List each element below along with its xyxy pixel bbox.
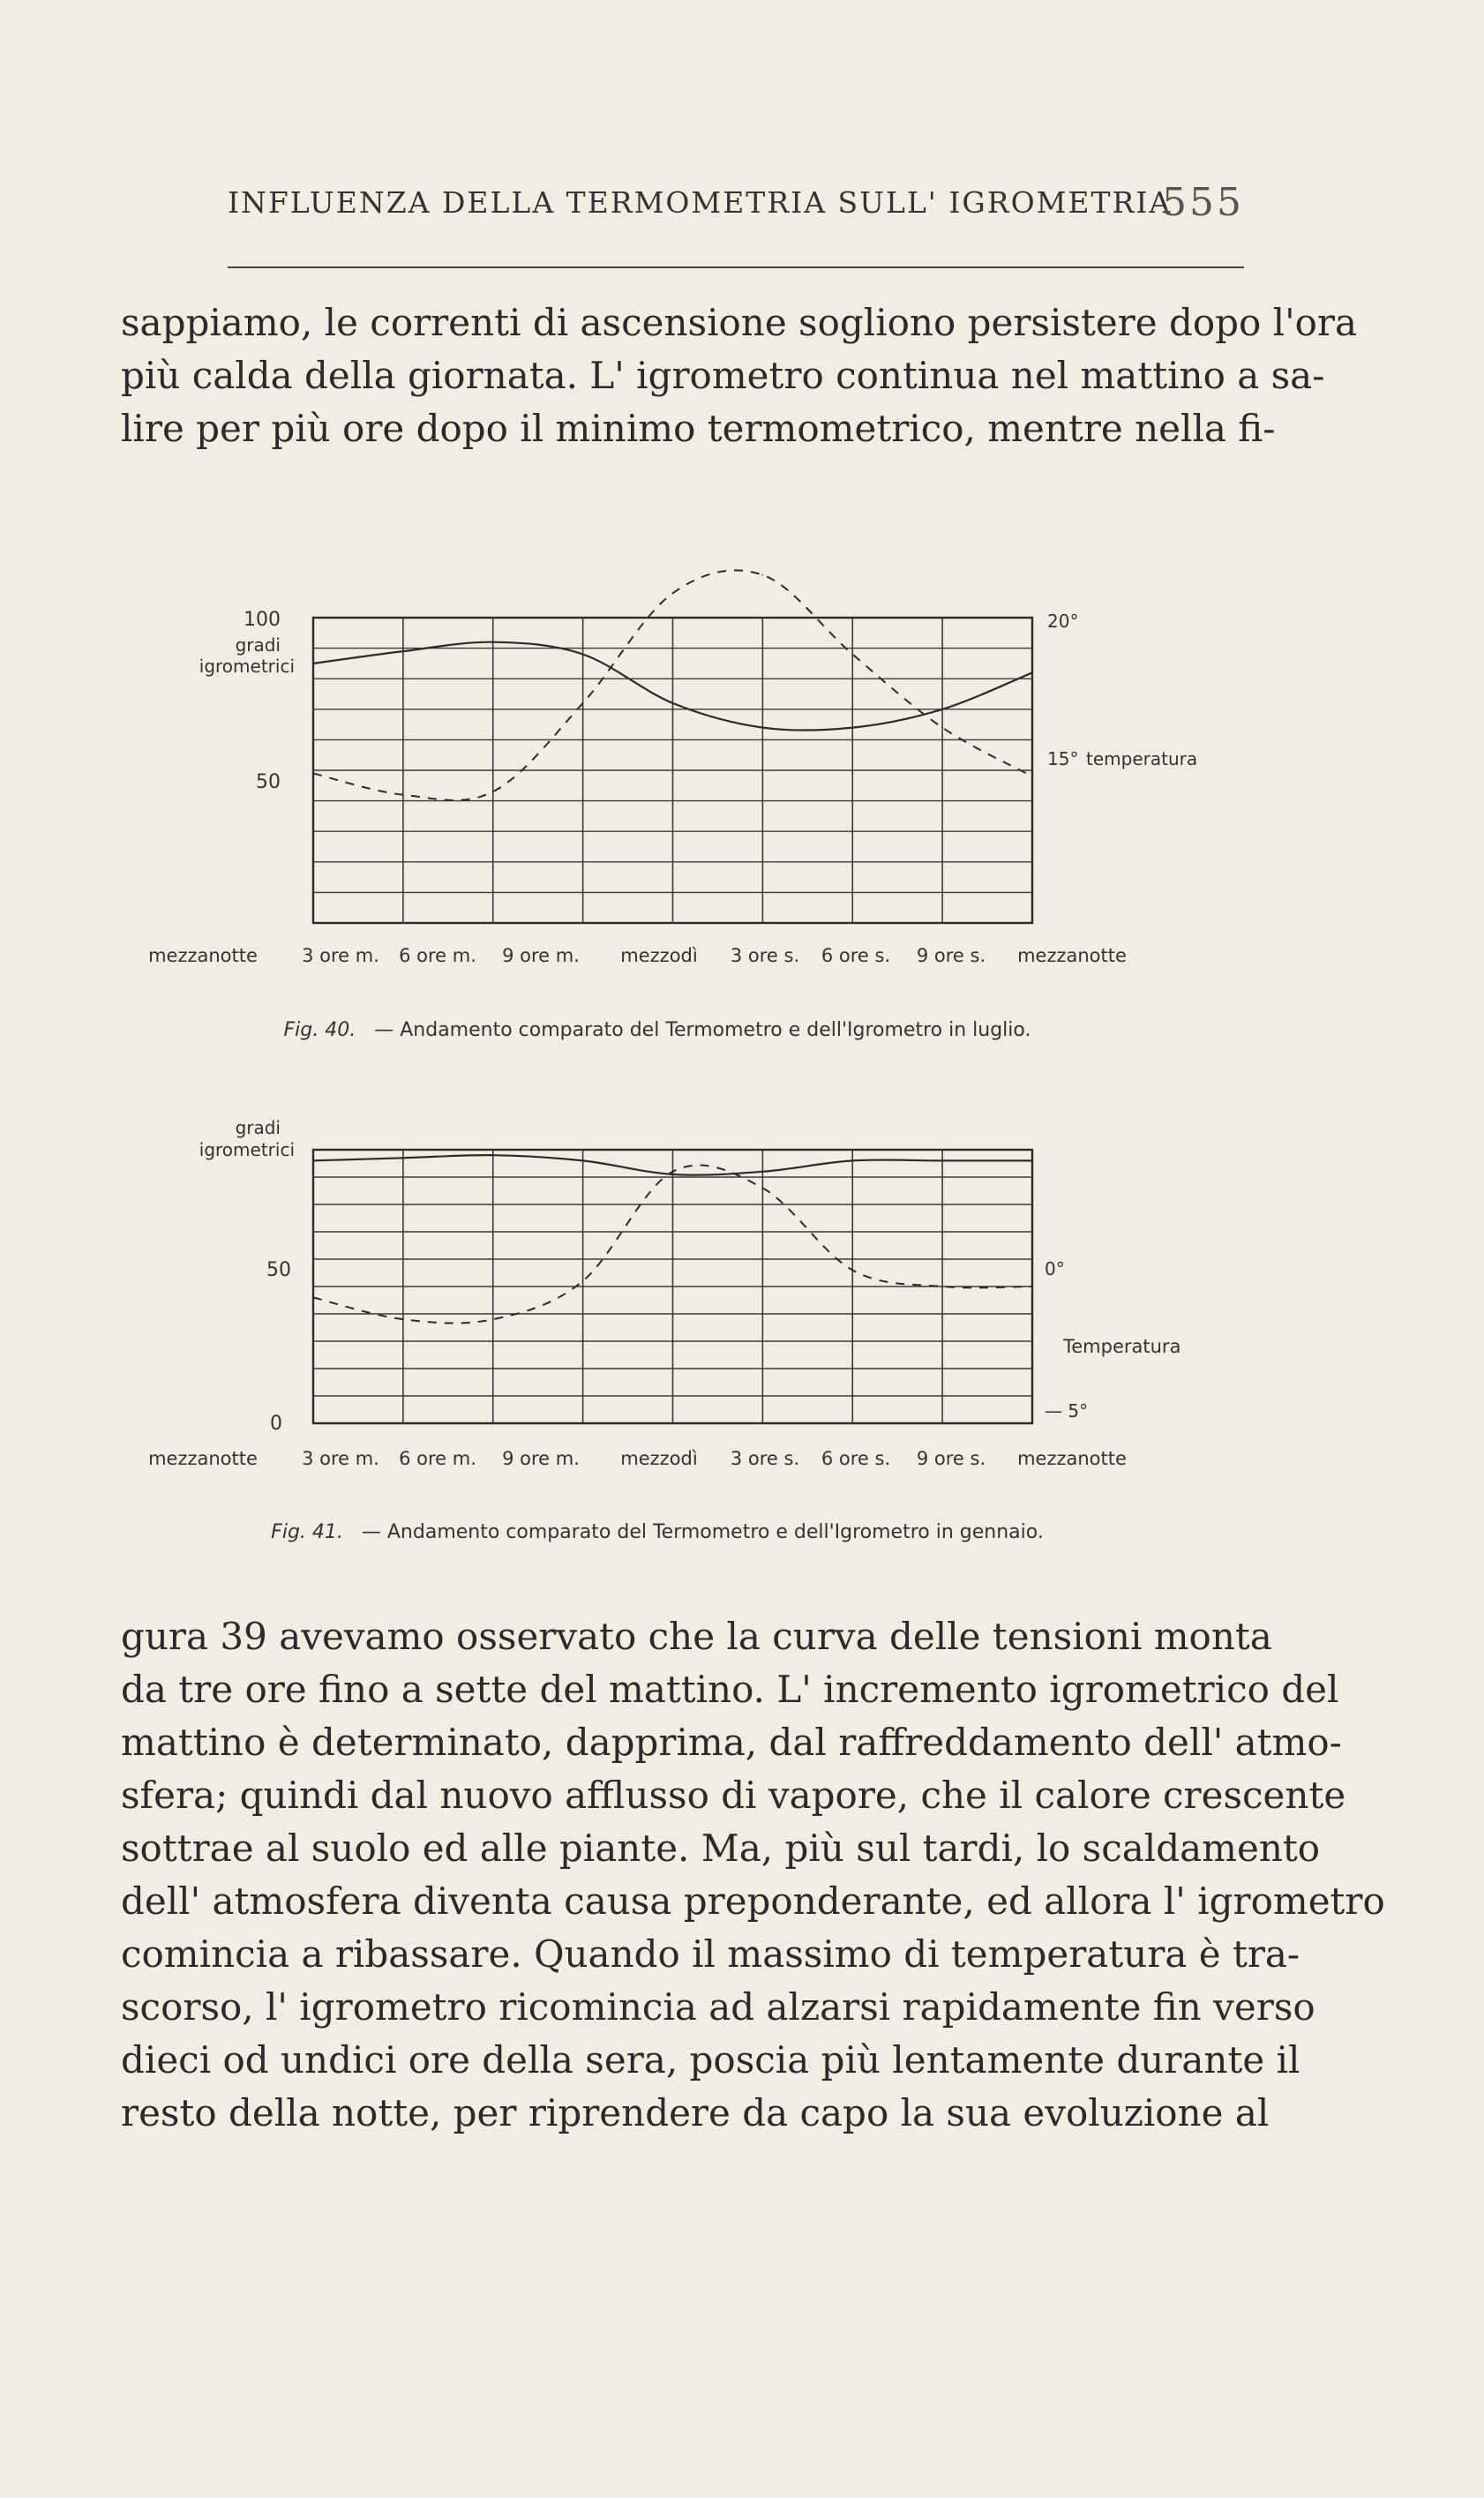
x-tick-label: mezzodì (620, 1448, 698, 1469)
thermo-point (582, 1280, 584, 1282)
text-line: resto della notte, per riprendere da capo la sua evoluzione al (121, 2091, 1270, 2134)
x-tick-label: 6 ore s. (821, 945, 891, 966)
hygro-point (672, 1174, 674, 1175)
hygro-point (582, 654, 584, 656)
fig40-caption-text: — Andamento comparato del Termometro e dell'Igrometro in luglio. (374, 1019, 1031, 1041)
thermo-point (312, 1297, 314, 1299)
x-tick-label: 9 ore m. (502, 945, 580, 966)
fig41-left-mid-label: 50 (266, 1259, 291, 1281)
x-tick-label: 6 ore s. (821, 1448, 891, 1469)
text-line: lire per più ore dopo il minimo termometrico, mentre nella fi- (121, 407, 1276, 450)
text-line: sottrae al suolo ed alle piante. Ma, più sul tardi, lo scaldamento (121, 1827, 1321, 1870)
x-tick-label: 9 ore s. (916, 945, 986, 966)
fig40-right-series-label: temperatura (1086, 748, 1198, 769)
text-line: dieci od undici ore della sera, poscia più lentamente durante il (121, 2038, 1300, 2082)
fig40-caption-label: Fig. 40. (283, 1019, 356, 1041)
text-line: comincia a ribassare. Quando il massimo di temperatura è tra- (121, 1932, 1300, 1976)
x-tick-label: mezzanotte (148, 1448, 258, 1469)
page-number: 555 (1162, 180, 1244, 225)
x-tick-label: mezzanotte (1017, 1448, 1127, 1469)
thermo-point (672, 593, 674, 595)
thermo-point (402, 1318, 404, 1320)
hygro-point (582, 1160, 584, 1162)
fig40-right-top-label: 20° (1047, 611, 1079, 632)
thermo-point (762, 574, 764, 576)
figure-40 (148, 570, 1197, 1041)
fig41-caption-label: Fig. 41. (271, 1521, 343, 1543)
hygro-point (312, 663, 314, 664)
hygro-point (762, 1171, 764, 1173)
fig40-left-unit-2: igrometrici (199, 656, 295, 677)
fig41-right-series-label: Temperatura (1063, 1336, 1181, 1357)
hygro-point (851, 1160, 853, 1162)
figure-41 (148, 1117, 1180, 1543)
thermo-point (851, 1270, 853, 1272)
fig41-left-unit-2: igrometrici (199, 1139, 295, 1160)
text-line: da tre ore fino a sette del mattino. L' incremento igrometrico del (121, 1668, 1339, 1711)
hygro-point (941, 1160, 943, 1162)
thermo-point (492, 1318, 494, 1320)
hygro-point (851, 727, 853, 729)
x-tick-label: mezzanotte (1017, 945, 1127, 966)
text-line: più calda della giornata. L' igrometro continua nel mattino a sa- (121, 354, 1325, 397)
text-line: scorso, l' igrometro ricomincia ad alzarsi rapidamente fin verso (121, 1985, 1315, 2029)
fig41-x-labels (148, 1448, 1127, 1469)
x-tick-label: 9 ore s. (916, 1448, 986, 1469)
x-tick-label: 3 ore s. (730, 945, 800, 966)
x-tick-label: mezzanotte (148, 945, 258, 966)
thermo-point (402, 794, 404, 796)
hygro-point (312, 1160, 314, 1162)
thermo-point (492, 791, 494, 792)
thermo-point (672, 1171, 674, 1173)
x-tick-label: 3 ore s. (730, 1448, 800, 1469)
hygro-point (1031, 671, 1033, 673)
hygro-point (402, 1158, 404, 1159)
hygro-point (672, 702, 674, 704)
hygro-point (941, 709, 943, 710)
hygro-point (1031, 1160, 1033, 1162)
x-tick-label: 6 ore m. (399, 1448, 476, 1469)
fig41-right-top-label: 0° (1045, 1258, 1065, 1279)
text-line: dell' atmosfera diventa causa preponderante, ed allora l' igrometro (121, 1879, 1385, 1923)
fig40-left-unit-1: gradi (235, 634, 281, 656)
fig41-caption-text: — Andamento comparato del Termometro e dell'Igrometro in gennaio. (361, 1521, 1044, 1543)
figure-41-grid (313, 1150, 1032, 1423)
text-line: gura 39 avevamo osservato che la curva delle tensioni monta (121, 1615, 1272, 1658)
text-line: sfera; quindi dal nuovo afflusso di vapore, che il calore crescente (121, 1774, 1346, 1817)
fig40-left-mid-label: 50 (256, 771, 281, 793)
thermo-point (312, 773, 314, 775)
text-line: mattino è determinato, dapprima, dal raffreddamento dell' atmo- (121, 1721, 1342, 1764)
thermo-point (582, 702, 584, 704)
fig41-left-zero-label: 0 (270, 1413, 282, 1435)
fig41-left-unit-1: gradi (235, 1117, 281, 1138)
thermo-point (941, 1286, 943, 1287)
hygro-point (762, 727, 764, 729)
thermo-point (851, 654, 853, 656)
running-head: INFLUENZA DELLA TERMOMETRIA SULL' IGROMETRIA (228, 185, 1173, 220)
x-tick-label: mezzodì (620, 945, 698, 966)
hygro-point (492, 641, 494, 643)
thermo-point (1031, 1286, 1033, 1287)
hygro-point (492, 1154, 494, 1156)
fig40-caption (284, 1019, 1031, 1041)
figure-40-grid (313, 618, 1032, 923)
x-tick-label: 3 ore m. (302, 1448, 379, 1469)
fig41-caption (271, 1521, 1044, 1543)
fig41-right-bottom-label: — 5° (1045, 1400, 1089, 1422)
fig40-left-max-label: 100 (244, 609, 281, 631)
hygro-point (402, 650, 404, 652)
x-tick-label: 3 ore m. (302, 945, 379, 966)
thermo-point (762, 1188, 764, 1189)
thermo-point (1031, 776, 1033, 777)
fig40-x-labels (148, 945, 1127, 966)
thermo-point (941, 727, 943, 729)
x-tick-label: 9 ore m. (502, 1448, 580, 1469)
text-line: sappiamo, le correnti di ascensione sogliono persistere dopo l'ora (121, 301, 1358, 344)
fig40-right-mid-label: 15° (1047, 748, 1079, 769)
x-tick-label: 6 ore m. (399, 945, 476, 966)
